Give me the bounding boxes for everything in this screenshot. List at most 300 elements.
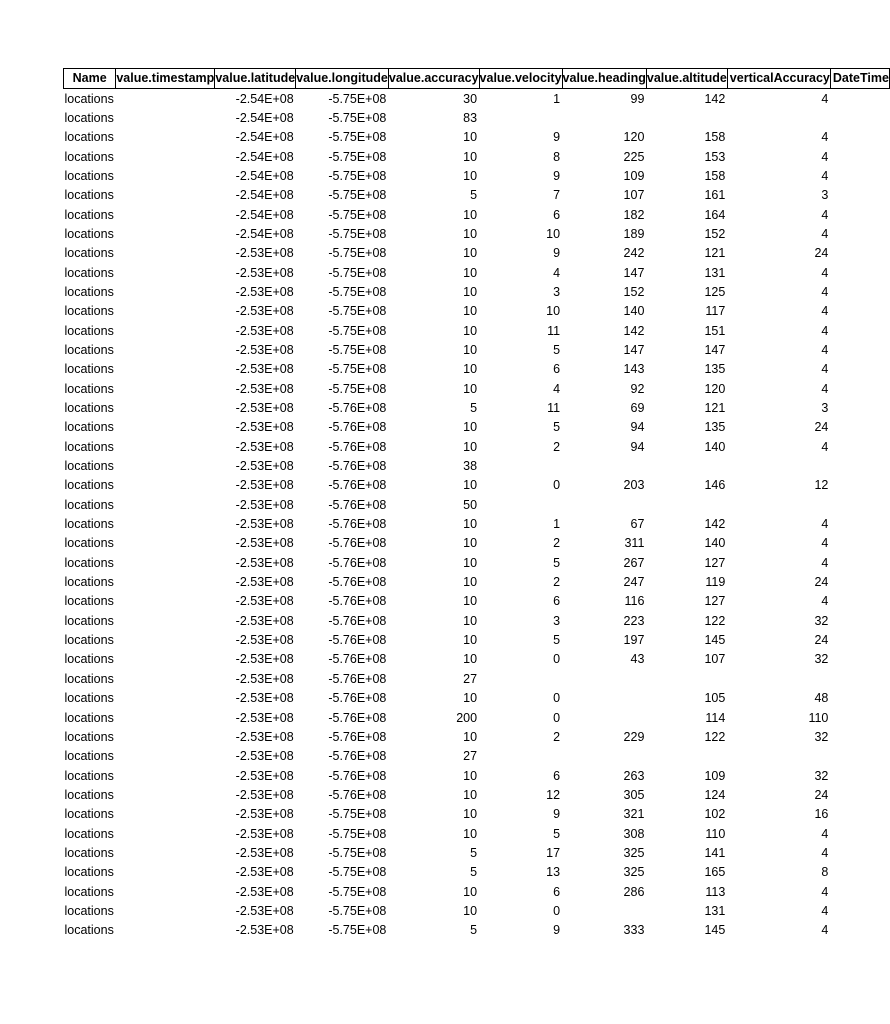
vertical-accuracy-cell[interactable]: 12 xyxy=(814,478,829,493)
name-cell[interactable]: locations xyxy=(64,575,114,590)
vertical-accuracy-cell[interactable]: 4 xyxy=(821,826,829,841)
timestamp-cell[interactable] xyxy=(116,921,215,940)
datetime-cell[interactable] xyxy=(830,534,889,553)
longitude-cell[interactable]: -5.76E+08 xyxy=(328,439,387,454)
vertical-accuracy-cell[interactable]: 24 xyxy=(814,633,829,648)
timestamp-cell[interactable] xyxy=(116,573,215,592)
name-cell[interactable]: locations xyxy=(64,845,114,860)
heading-cell[interactable] xyxy=(562,689,646,708)
name-cell[interactable]: locations xyxy=(64,207,114,222)
name-cell[interactable]: locations xyxy=(64,517,114,532)
velocity-cell[interactable]: 0 xyxy=(553,652,561,667)
timestamp-cell[interactable] xyxy=(116,631,215,650)
vertical-accuracy-cell[interactable]: 4 xyxy=(821,381,829,396)
velocity-cell[interactable]: 8 xyxy=(553,149,561,164)
latitude-cell[interactable]: -2.53E+08 xyxy=(235,826,294,841)
latitude-cell[interactable]: -2.53E+08 xyxy=(235,807,294,822)
velocity-cell[interactable]: 0 xyxy=(553,903,561,918)
longitude-cell[interactable]: -5.76E+08 xyxy=(328,575,387,590)
timestamp-cell[interactable] xyxy=(116,225,215,244)
vertical-accuracy-cell[interactable]: 32 xyxy=(814,729,829,744)
longitude-cell[interactable]: -5.75E+08 xyxy=(328,845,387,860)
latitude-cell[interactable]: -2.53E+08 xyxy=(235,497,294,512)
vertical-accuracy-cell[interactable]: 16 xyxy=(814,807,829,822)
altitude-cell[interactable]: 131 xyxy=(704,265,726,280)
latitude-cell[interactable]: -2.53E+08 xyxy=(235,342,294,357)
longitude-cell[interactable]: -5.76E+08 xyxy=(328,729,387,744)
latitude-cell[interactable]: -2.54E+08 xyxy=(235,110,294,125)
name-cell[interactable]: locations xyxy=(64,807,114,822)
heading-cell[interactable]: 182 xyxy=(623,207,645,222)
longitude-cell[interactable]: -5.76E+08 xyxy=(328,768,387,783)
vertical-accuracy-cell[interactable]: 4 xyxy=(821,362,829,377)
timestamp-cell[interactable] xyxy=(116,496,215,515)
vertical-accuracy-cell[interactable]: 4 xyxy=(821,342,829,357)
timestamp-cell[interactable] xyxy=(116,708,215,727)
heading-cell[interactable]: 120 xyxy=(623,130,645,145)
timestamp-cell[interactable] xyxy=(116,670,215,689)
longitude-cell[interactable]: -5.76E+08 xyxy=(328,420,387,435)
velocity-cell[interactable] xyxy=(479,496,562,515)
longitude-cell[interactable]: -5.76E+08 xyxy=(328,594,387,609)
vertical-accuracy-cell[interactable]: 24 xyxy=(814,787,829,802)
accuracy-cell[interactable]: 10 xyxy=(463,207,478,222)
vertical-accuracy-cell[interactable]: 4 xyxy=(821,284,829,299)
name-cell[interactable]: locations xyxy=(64,246,114,261)
altitude-cell[interactable]: 158 xyxy=(704,130,726,145)
velocity-cell[interactable]: 11 xyxy=(547,401,561,416)
velocity-cell[interactable]: 5 xyxy=(553,826,561,841)
accuracy-cell[interactable]: 10 xyxy=(463,130,478,145)
altitude-cell[interactable]: 102 xyxy=(704,807,726,822)
datetime-cell[interactable] xyxy=(830,457,889,476)
accuracy-cell[interactable]: 10 xyxy=(463,226,478,241)
accuracy-cell[interactable]: 10 xyxy=(463,884,478,899)
altitude-cell[interactable] xyxy=(646,496,727,515)
heading-cell[interactable]: 152 xyxy=(623,284,645,299)
accuracy-cell[interactable]: 10 xyxy=(463,575,478,590)
latitude-cell[interactable]: -2.53E+08 xyxy=(235,845,294,860)
timestamp-cell[interactable] xyxy=(116,650,215,669)
datetime-cell[interactable] xyxy=(830,844,889,863)
accuracy-cell[interactable]: 10 xyxy=(463,265,478,280)
altitude-cell[interactable]: 124 xyxy=(704,787,726,802)
vertical-accuracy-cell[interactable]: 4 xyxy=(821,168,829,183)
latitude-cell[interactable]: -2.53E+08 xyxy=(235,768,294,783)
timestamp-cell[interactable] xyxy=(116,863,215,882)
latitude-cell[interactable]: -2.53E+08 xyxy=(235,478,294,493)
heading-cell[interactable]: 92 xyxy=(630,381,645,396)
accuracy-cell[interactable]: 10 xyxy=(463,633,478,648)
latitude-cell[interactable]: -2.54E+08 xyxy=(235,207,294,222)
heading-cell[interactable] xyxy=(562,670,646,689)
longitude-cell[interactable]: -5.76E+08 xyxy=(328,555,387,570)
name-cell[interactable]: locations xyxy=(64,110,114,125)
longitude-cell[interactable]: -5.75E+08 xyxy=(328,381,387,396)
name-cell[interactable]: locations xyxy=(64,923,114,938)
accuracy-cell[interactable]: 200 xyxy=(456,710,478,725)
timestamp-cell[interactable] xyxy=(116,283,215,302)
longitude-cell[interactable]: -5.75E+08 xyxy=(328,903,387,918)
velocity-cell[interactable]: 4 xyxy=(553,265,561,280)
datetime-cell[interactable] xyxy=(830,89,889,109)
datetime-cell[interactable] xyxy=(830,496,889,515)
accuracy-cell[interactable]: 50 xyxy=(463,497,478,512)
latitude-cell[interactable]: -2.53E+08 xyxy=(235,613,294,628)
velocity-cell[interactable]: 2 xyxy=(553,439,561,454)
altitude-cell[interactable]: 125 xyxy=(704,284,726,299)
altitude-cell[interactable]: 120 xyxy=(704,381,726,396)
accuracy-cell[interactable]: 10 xyxy=(463,246,478,261)
altitude-cell[interactable]: 161 xyxy=(704,188,726,203)
latitude-cell[interactable]: -2.53E+08 xyxy=(235,362,294,377)
header-latitude[interactable]: value.latitude xyxy=(215,69,296,89)
datetime-cell[interactable] xyxy=(830,147,889,166)
name-cell[interactable]: locations xyxy=(64,420,114,435)
name-cell[interactable]: locations xyxy=(64,459,114,474)
latitude-cell[interactable]: -2.53E+08 xyxy=(235,555,294,570)
datetime-cell[interactable] xyxy=(830,263,889,282)
accuracy-cell[interactable]: 5 xyxy=(470,401,478,416)
velocity-cell[interactable]: 2 xyxy=(553,575,561,590)
accuracy-cell[interactable]: 10 xyxy=(463,807,478,822)
name-cell[interactable]: locations xyxy=(64,729,114,744)
timestamp-cell[interactable] xyxy=(116,786,215,805)
velocity-cell[interactable]: 9 xyxy=(553,923,561,938)
timestamp-cell[interactable] xyxy=(116,128,215,147)
latitude-cell[interactable]: -2.53E+08 xyxy=(235,420,294,435)
longitude-cell[interactable]: -5.75E+08 xyxy=(328,226,387,241)
velocity-cell[interactable]: 1 xyxy=(553,517,561,532)
latitude-cell[interactable]: -2.54E+08 xyxy=(235,130,294,145)
vertical-accuracy-cell[interactable]: 4 xyxy=(821,903,829,918)
altitude-cell[interactable] xyxy=(646,747,727,766)
latitude-cell[interactable]: -2.53E+08 xyxy=(235,633,294,648)
altitude-cell[interactable]: 121 xyxy=(704,401,726,416)
heading-cell[interactable]: 189 xyxy=(623,226,645,241)
accuracy-cell[interactable]: 27 xyxy=(463,749,478,764)
accuracy-cell[interactable]: 10 xyxy=(463,149,478,164)
longitude-cell[interactable]: -5.75E+08 xyxy=(328,323,387,338)
longitude-cell[interactable]: -5.76E+08 xyxy=(328,710,387,725)
datetime-cell[interactable] xyxy=(830,438,889,457)
longitude-cell[interactable]: -5.75E+08 xyxy=(328,865,387,880)
longitude-cell[interactable]: -5.75E+08 xyxy=(328,207,387,222)
altitude-cell[interactable]: 127 xyxy=(704,555,726,570)
name-cell[interactable]: locations xyxy=(64,633,114,648)
latitude-cell[interactable]: -2.53E+08 xyxy=(235,265,294,280)
datetime-cell[interactable] xyxy=(830,766,889,785)
vertical-accuracy-cell[interactable]: 4 xyxy=(821,884,829,899)
vertical-accuracy-cell[interactable]: 32 xyxy=(814,652,829,667)
velocity-cell[interactable]: 5 xyxy=(553,420,561,435)
name-cell[interactable]: locations xyxy=(64,787,114,802)
timestamp-cell[interactable] xyxy=(116,534,215,553)
name-cell[interactable]: locations xyxy=(64,671,114,686)
name-cell[interactable]: locations xyxy=(64,304,114,319)
longitude-cell[interactable]: -5.75E+08 xyxy=(328,884,387,899)
heading-cell[interactable]: 109 xyxy=(623,168,645,183)
heading-cell[interactable]: 67 xyxy=(630,517,645,532)
datetime-cell[interactable] xyxy=(830,689,889,708)
latitude-cell[interactable]: -2.53E+08 xyxy=(235,865,294,880)
longitude-cell[interactable]: -5.75E+08 xyxy=(328,91,387,106)
name-cell[interactable]: locations xyxy=(64,381,114,396)
altitude-cell[interactable]: 153 xyxy=(704,149,726,164)
timestamp-cell[interactable] xyxy=(116,476,215,495)
altitude-cell[interactable]: 121 xyxy=(704,246,726,261)
datetime-cell[interactable] xyxy=(830,612,889,631)
name-cell[interactable]: locations xyxy=(64,749,114,764)
velocity-cell[interactable]: 6 xyxy=(553,884,561,899)
vertical-accuracy-cell[interactable]: 8 xyxy=(821,865,829,880)
altitude-cell[interactable]: 147 xyxy=(704,342,726,357)
accuracy-cell[interactable]: 27 xyxy=(463,671,478,686)
heading-cell[interactable]: 147 xyxy=(623,342,645,357)
heading-cell[interactable]: 242 xyxy=(623,246,645,261)
accuracy-cell[interactable]: 10 xyxy=(463,362,478,377)
heading-cell[interactable]: 116 xyxy=(624,594,645,609)
timestamp-cell[interactable] xyxy=(116,109,215,128)
vertical-accuracy-cell[interactable] xyxy=(727,457,830,476)
vertical-accuracy-cell[interactable]: 4 xyxy=(821,304,829,319)
header-altitude[interactable]: value.altitude xyxy=(646,69,727,89)
velocity-cell[interactable]: 6 xyxy=(553,768,561,783)
accuracy-cell[interactable]: 38 xyxy=(463,459,478,474)
latitude-cell[interactable]: -2.53E+08 xyxy=(235,749,294,764)
vertical-accuracy-cell[interactable]: 24 xyxy=(814,420,829,435)
accuracy-cell[interactable]: 10 xyxy=(463,517,478,532)
timestamp-cell[interactable] xyxy=(116,592,215,611)
heading-cell[interactable] xyxy=(562,457,646,476)
longitude-cell[interactable]: -5.76E+08 xyxy=(328,517,387,532)
name-cell[interactable]: locations xyxy=(64,710,114,725)
datetime-cell[interactable] xyxy=(830,592,889,611)
accuracy-cell[interactable]: 10 xyxy=(463,826,478,841)
longitude-cell[interactable]: -5.76E+08 xyxy=(328,633,387,648)
header-name[interactable]: Name xyxy=(64,69,116,89)
timestamp-cell[interactable] xyxy=(116,341,215,360)
datetime-cell[interactable] xyxy=(830,225,889,244)
heading-cell[interactable]: 140 xyxy=(623,304,645,319)
accuracy-cell[interactable]: 5 xyxy=(470,845,478,860)
timestamp-cell[interactable] xyxy=(116,612,215,631)
altitude-cell[interactable]: 119 xyxy=(705,575,726,590)
latitude-cell[interactable]: -2.53E+08 xyxy=(235,323,294,338)
heading-cell[interactable] xyxy=(562,747,646,766)
longitude-cell[interactable]: -5.75E+08 xyxy=(328,188,387,203)
vertical-accuracy-cell[interactable]: 4 xyxy=(821,226,829,241)
vertical-accuracy-cell[interactable]: 3 xyxy=(821,188,829,203)
velocity-cell[interactable]: 17 xyxy=(546,845,561,860)
heading-cell[interactable]: 321 xyxy=(623,807,645,822)
timestamp-cell[interactable] xyxy=(116,766,215,785)
velocity-cell[interactable]: 3 xyxy=(553,613,561,628)
altitude-cell[interactable]: 165 xyxy=(704,865,726,880)
datetime-cell[interactable] xyxy=(830,786,889,805)
datetime-cell[interactable] xyxy=(830,244,889,263)
altitude-cell[interactable]: 142 xyxy=(704,91,726,106)
vertical-accuracy-cell[interactable]: 4 xyxy=(821,323,829,338)
datetime-cell[interactable] xyxy=(830,573,889,592)
name-cell[interactable]: locations xyxy=(64,478,114,493)
datetime-cell[interactable] xyxy=(830,205,889,224)
latitude-cell[interactable]: -2.53E+08 xyxy=(235,381,294,396)
longitude-cell[interactable]: -5.76E+08 xyxy=(328,536,387,551)
timestamp-cell[interactable] xyxy=(116,438,215,457)
timestamp-cell[interactable] xyxy=(116,89,215,109)
altitude-cell[interactable]: 146 xyxy=(704,478,726,493)
datetime-cell[interactable] xyxy=(830,515,889,534)
velocity-cell[interactable]: 4 xyxy=(553,381,561,396)
altitude-cell[interactable]: 142 xyxy=(704,517,726,532)
vertical-accuracy-cell[interactable]: 4 xyxy=(821,91,829,106)
longitude-cell[interactable]: -5.76E+08 xyxy=(328,749,387,764)
header-vertical-accuracy[interactable]: verticalAccuracy xyxy=(727,69,830,89)
altitude-cell[interactable]: 164 xyxy=(704,207,726,222)
velocity-cell[interactable]: 11 xyxy=(547,323,561,338)
latitude-cell[interactable]: -2.53E+08 xyxy=(235,304,294,319)
datetime-cell[interactable] xyxy=(830,109,889,128)
longitude-cell[interactable]: -5.75E+08 xyxy=(328,807,387,822)
altitude-cell[interactable]: 109 xyxy=(704,768,726,783)
altitude-cell[interactable]: 110 xyxy=(705,826,726,841)
name-cell[interactable]: locations xyxy=(64,865,114,880)
accuracy-cell[interactable]: 10 xyxy=(463,478,478,493)
latitude-cell[interactable]: -2.53E+08 xyxy=(235,459,294,474)
longitude-cell[interactable]: -5.76E+08 xyxy=(328,497,387,512)
longitude-cell[interactable]: -5.75E+08 xyxy=(328,362,387,377)
longitude-cell[interactable]: -5.76E+08 xyxy=(328,691,387,706)
datetime-cell[interactable] xyxy=(830,302,889,321)
accuracy-cell[interactable]: 10 xyxy=(463,381,478,396)
accuracy-cell[interactable]: 5 xyxy=(470,865,478,880)
vertical-accuracy-cell[interactable]: 110 xyxy=(808,710,829,725)
altitude-cell[interactable]: 122 xyxy=(704,613,726,628)
altitude-cell[interactable]: 117 xyxy=(705,304,726,319)
name-cell[interactable]: locations xyxy=(64,497,114,512)
latitude-cell[interactable]: -2.53E+08 xyxy=(235,884,294,899)
altitude-cell[interactable] xyxy=(646,457,727,476)
vertical-accuracy-cell[interactable]: 4 xyxy=(821,149,829,164)
timestamp-cell[interactable] xyxy=(116,844,215,863)
vertical-accuracy-cell[interactable] xyxy=(727,496,830,515)
datetime-cell[interactable] xyxy=(830,554,889,573)
velocity-cell[interactable]: 9 xyxy=(553,807,561,822)
heading-cell[interactable] xyxy=(562,496,646,515)
datetime-cell[interactable] xyxy=(830,186,889,205)
datetime-cell[interactable] xyxy=(830,631,889,650)
name-cell[interactable]: locations xyxy=(64,401,114,416)
altitude-cell[interactable]: 131 xyxy=(704,903,726,918)
longitude-cell[interactable]: -5.75E+08 xyxy=(328,284,387,299)
velocity-cell[interactable] xyxy=(479,747,562,766)
name-cell[interactable]: locations xyxy=(64,652,114,667)
altitude-cell[interactable] xyxy=(646,670,727,689)
heading-cell[interactable]: 247 xyxy=(623,575,645,590)
accuracy-cell[interactable]: 10 xyxy=(463,768,478,783)
longitude-cell[interactable]: -5.76E+08 xyxy=(328,459,387,474)
timestamp-cell[interactable] xyxy=(116,399,215,418)
velocity-cell[interactable]: 6 xyxy=(553,594,561,609)
accuracy-cell[interactable]: 10 xyxy=(463,787,478,802)
latitude-cell[interactable]: -2.53E+08 xyxy=(235,517,294,532)
header-velocity[interactable]: value.velocity xyxy=(479,69,562,89)
name-cell[interactable]: locations xyxy=(64,594,114,609)
header-datetime[interactable]: DateTime xyxy=(830,69,889,89)
vertical-accuracy-cell[interactable] xyxy=(727,670,830,689)
timestamp-cell[interactable] xyxy=(116,186,215,205)
datetime-cell[interactable] xyxy=(830,824,889,843)
velocity-cell[interactable]: 5 xyxy=(553,342,561,357)
name-cell[interactable]: locations xyxy=(64,342,114,357)
velocity-cell[interactable]: 3 xyxy=(553,284,561,299)
heading-cell[interactable]: 333 xyxy=(623,923,645,938)
name-cell[interactable]: locations xyxy=(64,130,114,145)
longitude-cell[interactable]: -5.75E+08 xyxy=(328,149,387,164)
latitude-cell[interactable]: -2.53E+08 xyxy=(235,536,294,551)
datetime-cell[interactable] xyxy=(830,167,889,186)
velocity-cell[interactable]: 5 xyxy=(553,633,561,648)
longitude-cell[interactable]: -5.75E+08 xyxy=(328,130,387,145)
heading-cell[interactable]: 107 xyxy=(623,188,645,203)
altitude-cell[interactable]: 122 xyxy=(704,729,726,744)
heading-cell[interactable]: 263 xyxy=(623,768,645,783)
datetime-cell[interactable] xyxy=(830,360,889,379)
longitude-cell[interactable]: -5.76E+08 xyxy=(328,401,387,416)
datetime-cell[interactable] xyxy=(830,921,889,940)
altitude-cell[interactable]: 105 xyxy=(704,691,726,706)
datetime-cell[interactable] xyxy=(830,670,889,689)
velocity-cell[interactable]: 10 xyxy=(546,226,561,241)
latitude-cell[interactable]: -2.53E+08 xyxy=(235,787,294,802)
timestamp-cell[interactable] xyxy=(116,205,215,224)
name-cell[interactable]: locations xyxy=(64,768,114,783)
velocity-cell[interactable]: 2 xyxy=(553,729,561,744)
altitude-cell[interactable]: 140 xyxy=(704,439,726,454)
header-heading[interactable]: value.heading xyxy=(562,69,646,89)
vertical-accuracy-cell[interactable]: 4 xyxy=(821,555,829,570)
longitude-cell[interactable]: -5.76E+08 xyxy=(328,787,387,802)
vertical-accuracy-cell[interactable]: 32 xyxy=(814,768,829,783)
timestamp-cell[interactable] xyxy=(116,360,215,379)
timestamp-cell[interactable] xyxy=(116,554,215,573)
latitude-cell[interactable]: -2.53E+08 xyxy=(235,284,294,299)
vertical-accuracy-cell[interactable]: 4 xyxy=(821,207,829,222)
heading-cell[interactable]: 69 xyxy=(630,401,645,416)
datetime-cell[interactable] xyxy=(830,399,889,418)
datetime-cell[interactable] xyxy=(830,283,889,302)
vertical-accuracy-cell[interactable]: 4 xyxy=(821,536,829,551)
heading-cell[interactable]: 143 xyxy=(623,362,645,377)
heading-cell[interactable]: 325 xyxy=(623,865,645,880)
name-cell[interactable]: locations xyxy=(64,555,114,570)
heading-cell[interactable]: 229 xyxy=(623,729,645,744)
latitude-cell[interactable]: -2.53E+08 xyxy=(235,923,294,938)
altitude-cell[interactable] xyxy=(646,109,727,128)
altitude-cell[interactable]: 145 xyxy=(704,633,726,648)
timestamp-cell[interactable] xyxy=(116,321,215,340)
datetime-cell[interactable] xyxy=(830,863,889,882)
name-cell[interactable]: locations xyxy=(64,284,114,299)
latitude-cell[interactable]: -2.53E+08 xyxy=(235,246,294,261)
timestamp-cell[interactable] xyxy=(116,805,215,824)
longitude-cell[interactable]: -5.76E+08 xyxy=(328,671,387,686)
name-cell[interactable]: locations xyxy=(64,439,114,454)
accuracy-cell[interactable]: 10 xyxy=(463,555,478,570)
accuracy-cell[interactable]: 10 xyxy=(463,323,478,338)
latitude-cell[interactable]: -2.53E+08 xyxy=(235,671,294,686)
